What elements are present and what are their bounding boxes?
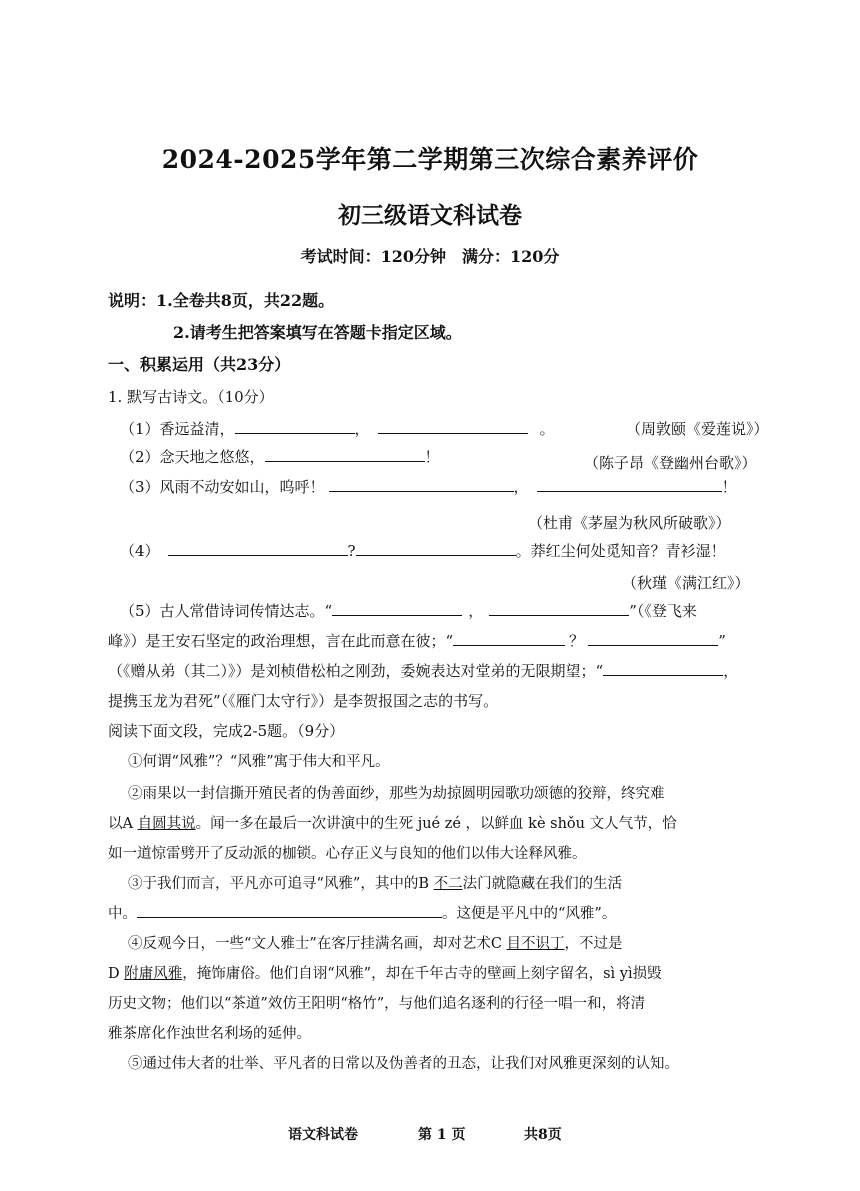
poem-line-1	[120, 418, 555, 439]
passage-text: 。这便是平凡中的“风雅”。	[442, 906, 617, 922]
poem-source-3: （杜甫《茅屋为秋风所破歌》）	[528, 514, 731, 532]
reading-intro: 阅读下面文段，完成2-5题。（9分）	[108, 722, 345, 740]
passage-para-2-line-3: 如一道惊雷劈开了反动派的枷锁。心存正义与良知的他们以伟大诠释风雅。	[108, 846, 587, 862]
poem-punct: ？	[569, 632, 585, 650]
answer-blank	[356, 541, 516, 556]
passage-para-1: ①何谓“风雅”？“风雅”寓于伟大和平凡。	[128, 754, 390, 770]
poem-line-5	[120, 600, 697, 621]
footer-total-pages: 共8页	[524, 1127, 562, 1143]
poem-text: （2）念天地之悠悠，	[120, 448, 265, 466]
answer-blank	[332, 601, 462, 616]
passage-para-4-line-2	[108, 962, 662, 983]
poem-punct: ，	[354, 420, 370, 438]
underlined-idiom-a: 自圆其说	[137, 816, 196, 832]
poem-punct: ，	[723, 662, 739, 680]
answer-blank	[329, 477, 514, 492]
poem-line-2	[120, 446, 440, 467]
passage-para-2-line-1: ②雨果以一封信撕开殖民者的伪善面纱，那些为劫掠圆明园歌功颂德的狡辩，终究难	[128, 786, 665, 802]
underlined-idiom-b: 不二	[433, 876, 463, 892]
answer-blank	[137, 903, 442, 918]
passage-para-4-line-1	[128, 932, 623, 953]
poem-punct: ！	[721, 478, 737, 496]
poem-punct: 。	[539, 420, 555, 438]
exam-info: 考试时间：120分钟 满分：120分	[300, 247, 560, 266]
poem-punct: ！	[424, 448, 440, 466]
poem-text: （4）	[120, 542, 160, 560]
footer-page-number: 第 1 页	[418, 1127, 466, 1143]
poem-punct: ，	[513, 478, 529, 496]
passage-text: D	[108, 966, 125, 982]
answer-blank	[603, 661, 723, 676]
passage-text: 法门就隐藏在我们的生活	[462, 876, 623, 892]
poem-text: （《赠从弟（其二）》）是刘桢借松柏之刚劲，委婉表达对堂弟的无限期望；“	[108, 662, 604, 680]
answer-blank	[537, 477, 722, 492]
passage-para-3-line-1	[128, 872, 622, 893]
passage-para-3-line-2	[108, 902, 616, 923]
underlined-idiom-d: 附庸风雅	[124, 966, 183, 982]
poem-line-8: 提携玉龙为君死”（《雁门太守行》）是李贺报国之志的书写。	[108, 692, 499, 710]
poem-line-3	[120, 476, 737, 497]
poem-punct: ?	[347, 542, 356, 560]
passage-para-2-line-2	[108, 812, 677, 833]
answer-blank	[168, 541, 348, 556]
answer-blank	[378, 419, 528, 434]
section-heading: 一、积累运用（共23分）	[108, 355, 291, 374]
passage-text: 。闻一多在最后一次讲演中的生死 jué zé ，以鲜血 kè shǒu 文人气节，恰	[195, 816, 677, 832]
poem-text: （5）古人常借诗词传情达志。“	[120, 602, 333, 620]
passage-para-5: ⑤通过伟大者的壮举、平凡者的日常以及伪善者的丑态，让我们对风雅更深刻的认知。	[128, 1056, 679, 1072]
poem-text: ”（《登飞来	[629, 602, 697, 620]
answer-blank	[588, 631, 718, 646]
passage-text: ④反观今日，一些“文人雅士”在客厅挂满名画，却对艺术C	[128, 936, 507, 952]
answer-blank	[265, 447, 425, 462]
note-2: 2.请考生把答案填写在答题卡指定区域。	[173, 323, 462, 342]
passage-para-4-line-4: 雅茶席化作浊世名利场的延伸。	[108, 1026, 311, 1042]
poem-source-1: （周敦颐《爱莲说》）	[626, 420, 769, 438]
poem-source-4: （秋瑾《满江红》）	[622, 574, 750, 592]
poem-text: 。莽红尘何处觅知音？青衫湿！	[515, 542, 726, 560]
poem-source-2: （陈子昂《登幽州台歌》）	[584, 454, 757, 472]
passage-para-4-line-3: 历史文物；他们以“茶道”效仿王阳明“格竹”，与他们追名逐利的行径一唱一和，将清	[108, 996, 646, 1012]
answer-blank	[489, 601, 629, 616]
note-1: 说明：1.全卷共8页，共22题。	[108, 291, 335, 310]
footer-subject: 语文科试卷	[288, 1127, 358, 1143]
passage-text: 中。	[108, 906, 137, 922]
passage-text: ，不过是	[564, 936, 623, 952]
poem-punct: ”	[718, 632, 726, 650]
poem-line-6	[108, 630, 726, 651]
passage-text: ，掩饰庸俗。他们自诩“风雅”，却在千年古寺的壁画上刻字留名，sì yì损毁	[182, 966, 662, 982]
underlined-idiom-c: 目不识丁	[506, 936, 565, 952]
poem-text: （1）香远益清，	[120, 420, 235, 438]
exam-title: 2024-2025学年第二学期第三次综合素养评价	[161, 145, 699, 174]
answer-blank	[235, 419, 355, 434]
passage-text: ③于我们而言，平凡亦可追寻“风雅”，其中的B	[128, 876, 434, 892]
answer-blank	[453, 631, 565, 646]
question-1: 1. 默写古诗文。（10分）	[108, 388, 274, 406]
poem-punct: ，	[468, 602, 484, 620]
poem-line-7	[108, 660, 738, 681]
poem-text: 峰》）是王安石坚定的政治理想，言在此而意在彼；“	[108, 632, 454, 650]
poem-line-4	[120, 540, 726, 561]
exam-subtitle: 初三级语文科试卷	[338, 202, 522, 229]
poem-text: （3）风雨不动安如山，呜呼！	[120, 478, 325, 496]
passage-text: 以A	[108, 816, 138, 832]
